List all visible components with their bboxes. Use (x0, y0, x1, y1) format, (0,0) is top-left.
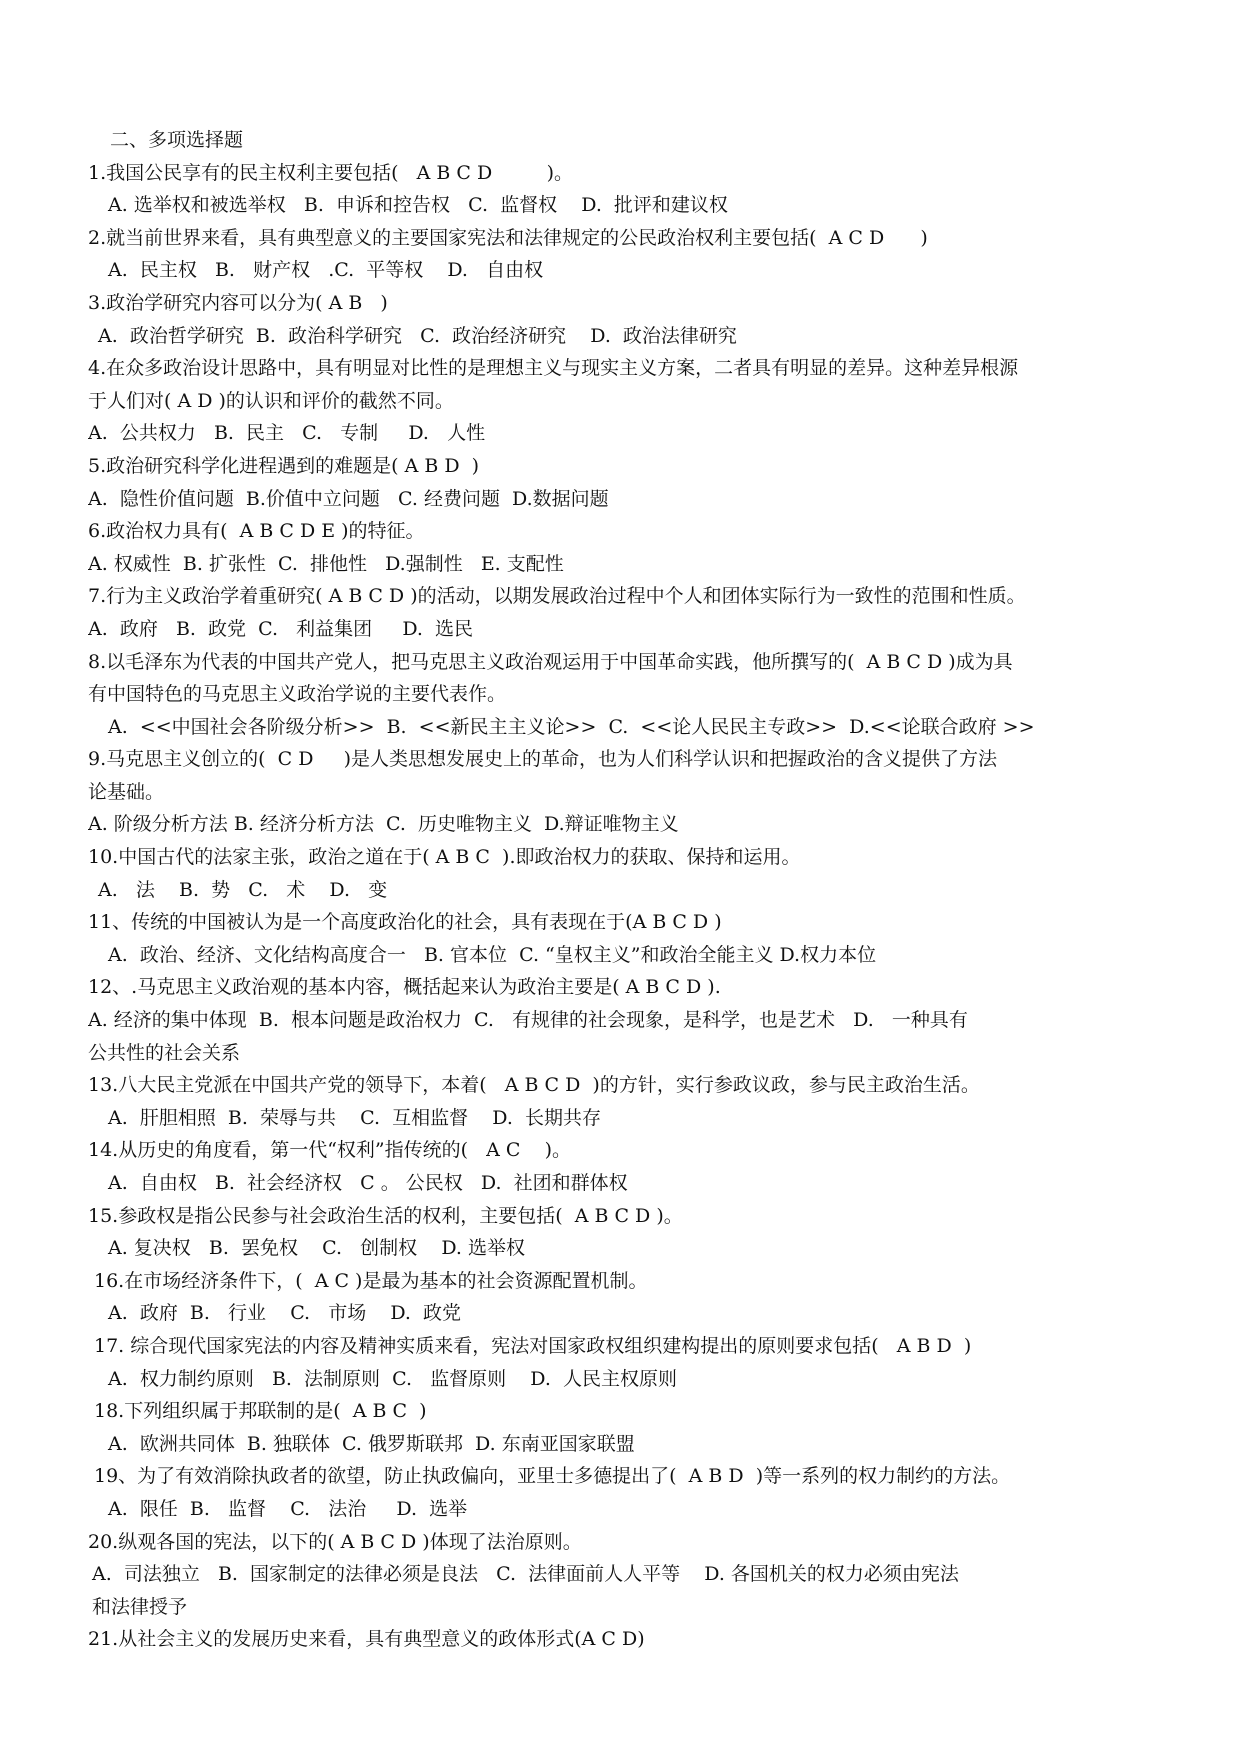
answer-options-line: A. 权力制约原则 B. 法制原则 C. 监督原则 D. 人民主权原则 (108, 1367, 677, 1390)
question-line: 18.下列组织属于邦联制的是( A B C ) (94, 1400, 427, 1423)
answer-options-line: 和法律授予 (92, 1595, 188, 1618)
answer-options-line: A. 法 B. 势 C. 术 D. 变 (98, 878, 388, 901)
answer-options-line: A. <<中国社会各阶级分析>> B. <<新民主主义论>> C. <<论人民民主专政>> D.<<论联合政府 >> (108, 715, 1035, 738)
answer-options-line: A. 民主权 B. 财产权 .C. 平等权 D. 自由权 (108, 259, 544, 282)
question-line: 4.在众多政治设计思路中，具有明显对比性的是理想主义与现实主义方案，二者具有明显的差异。这种差异根源 (88, 357, 1019, 380)
question-line: 9.马克思主义创立的( C D )是人类思想发展史上的革命，也为人们科学认识和把握政治的含义提供了方法 (88, 748, 998, 771)
answer-options-line: A. 隐性价值问题 B.价值中立问题 C. 经费问题 D.数据问题 (88, 487, 609, 510)
answer-options-line: A. 政府 B. 行业 C. 市场 D. 政党 (108, 1302, 462, 1325)
question-line: 10.中国古代的法家主张，政治之道在于( A B C ).即政治权力的获取、保持和运用。 (88, 846, 801, 869)
question-line: 15.参政权是指公民参与社会政治生活的权利，主要包括( A B C D )。 (88, 1204, 683, 1227)
answer-options-line: A. 经济的集中体现 B. 根本问题是政治权力 C. 有规律的社会现象，是科学，也是艺术 D. 一种具有 (88, 1009, 968, 1032)
question-line: 16.在市场经济条件下，( A C )是最为基本的社会资源配置机制。 (94, 1269, 648, 1292)
section-title: 二、多项选择题 (110, 129, 244, 151)
question-line: 有中国特色的马克思主义政治学说的主要代表作。 (88, 683, 507, 706)
answer-options-line: A. 自由权 B. 社会经济权 C 。 公民权 D. 社团和群体权 (108, 1172, 628, 1194)
question-line: 5.政治研究科学化进程遇到的难题是( A B D ) (88, 454, 480, 477)
question-line: 21.从社会主义的发展历史来看，具有典型意义的政体形式(A C D) (88, 1628, 645, 1651)
answer-options-line: A. 权威性 B. 扩张性 C. 排他性 D.强制性 E. 支配性 (88, 552, 564, 575)
question-line: 12、.马克思主义政治观的基本内容，概括起来认为政治主要是( A B C D ). (88, 976, 721, 999)
question-line: 1.我国公民享有的民主权利主要包括( A B C D )。 (88, 161, 574, 184)
question-line: 论基础。 (88, 780, 165, 803)
answer-options-line: A. 选举权和被选举权 B. 申诉和控告权 C. 监督权 D. 批评和建议权 (108, 194, 728, 217)
question-line: 3.政治学研究内容可以分为( A B ) (88, 291, 388, 314)
document-body (88, 124, 1173, 1656)
question-line: 20.纵观各国的宪法，以下的( A B C D )体现了法治原则。 (88, 1530, 582, 1553)
question-line: 公共性的社会关系 (88, 1041, 241, 1064)
answer-options-line: A. 公共权力 B. 民主 C. 专制 D. 人性 (88, 422, 486, 445)
question-line: 17. 综合现代国家宪法的内容及精神实质来看，宪法对国家政权组织建构提出的原则要求包括( A B D ) (94, 1334, 972, 1357)
question-line: 8.以毛泽东为代表的中国共产党人，把马克思主义政治观运用于中国革命实践，他所撰写的( A B C D )成为具 (88, 650, 1013, 673)
answer-options-line: A. 复决权 B. 罢免权 C. 创制权 D. 选举权 (108, 1237, 525, 1260)
answer-options-line: A. 欧洲共同体 B. 独联体 C. 俄罗斯联邦 D. 东南亚国家联盟 (108, 1432, 635, 1455)
answer-options-line: A. 肝胆相照 B. 荣辱与共 C. 互相监督 D. 长期共存 (108, 1106, 601, 1129)
question-line: 2.就当前世界来看，具有典型意义的主要国家宪法和法律规定的公民政治权利主要包括( A C D ) (88, 226, 928, 249)
answer-options-line: A. 限任 B. 监督 C. 法治 D. 选举 (108, 1497, 468, 1520)
answer-options-line: A. 政治哲学研究 B. 政治科学研究 C. 政治经济研究 D. 政治法律研究 (98, 324, 737, 347)
question-line: 14.从历史的角度看，第一代“权利”指传统的( A C )。 (88, 1139, 572, 1162)
answer-options-line: A. 政治、经济、文化结构高度合一 B. 官本位 C. “皇权主义”和政治全能主义 D.权力本位 (108, 943, 877, 966)
question-line: 7.行为主义政治学着重研究( A B C D )的活动，以期发展政治过程中个人和团体实际行为一致性的范围和性质。 (88, 585, 1026, 608)
answer-options-line: A. 阶级分析方法 B. 经济分析方法 C. 历史唯物主义 D.辩证唯物主义 (88, 813, 679, 836)
answer-options-line: A. 政府 B. 政党 C. 利益集团 D. 选民 (88, 617, 474, 640)
question-line: 于人们对( A D )的认识和评价的截然不同。 (88, 389, 454, 412)
question-line: 6.政治权力具有( A B C D E )的特征。 (88, 520, 425, 543)
question-line: 19、为了有效消除执政者的欲望，防止执政偏向，亚里士多德提出了( A B D )等一系列的权力制约的方法。 (94, 1465, 1011, 1488)
question-line: 13.八大民主党派在中国共产党的领导下，本着( A B C D )的方针，实行参政议政，参与民主政治生活。 (88, 1074, 980, 1097)
question-line: 11、传统的中国被认为是一个高度政治化的社会，具有表现在于(A B C D ) (88, 911, 722, 934)
answer-options-line: A. 司法独立 B. 国家制定的法律必须是良法 C. 法律面前人人平等 D. 各国机关的权力必须由宪法 (92, 1563, 959, 1586)
